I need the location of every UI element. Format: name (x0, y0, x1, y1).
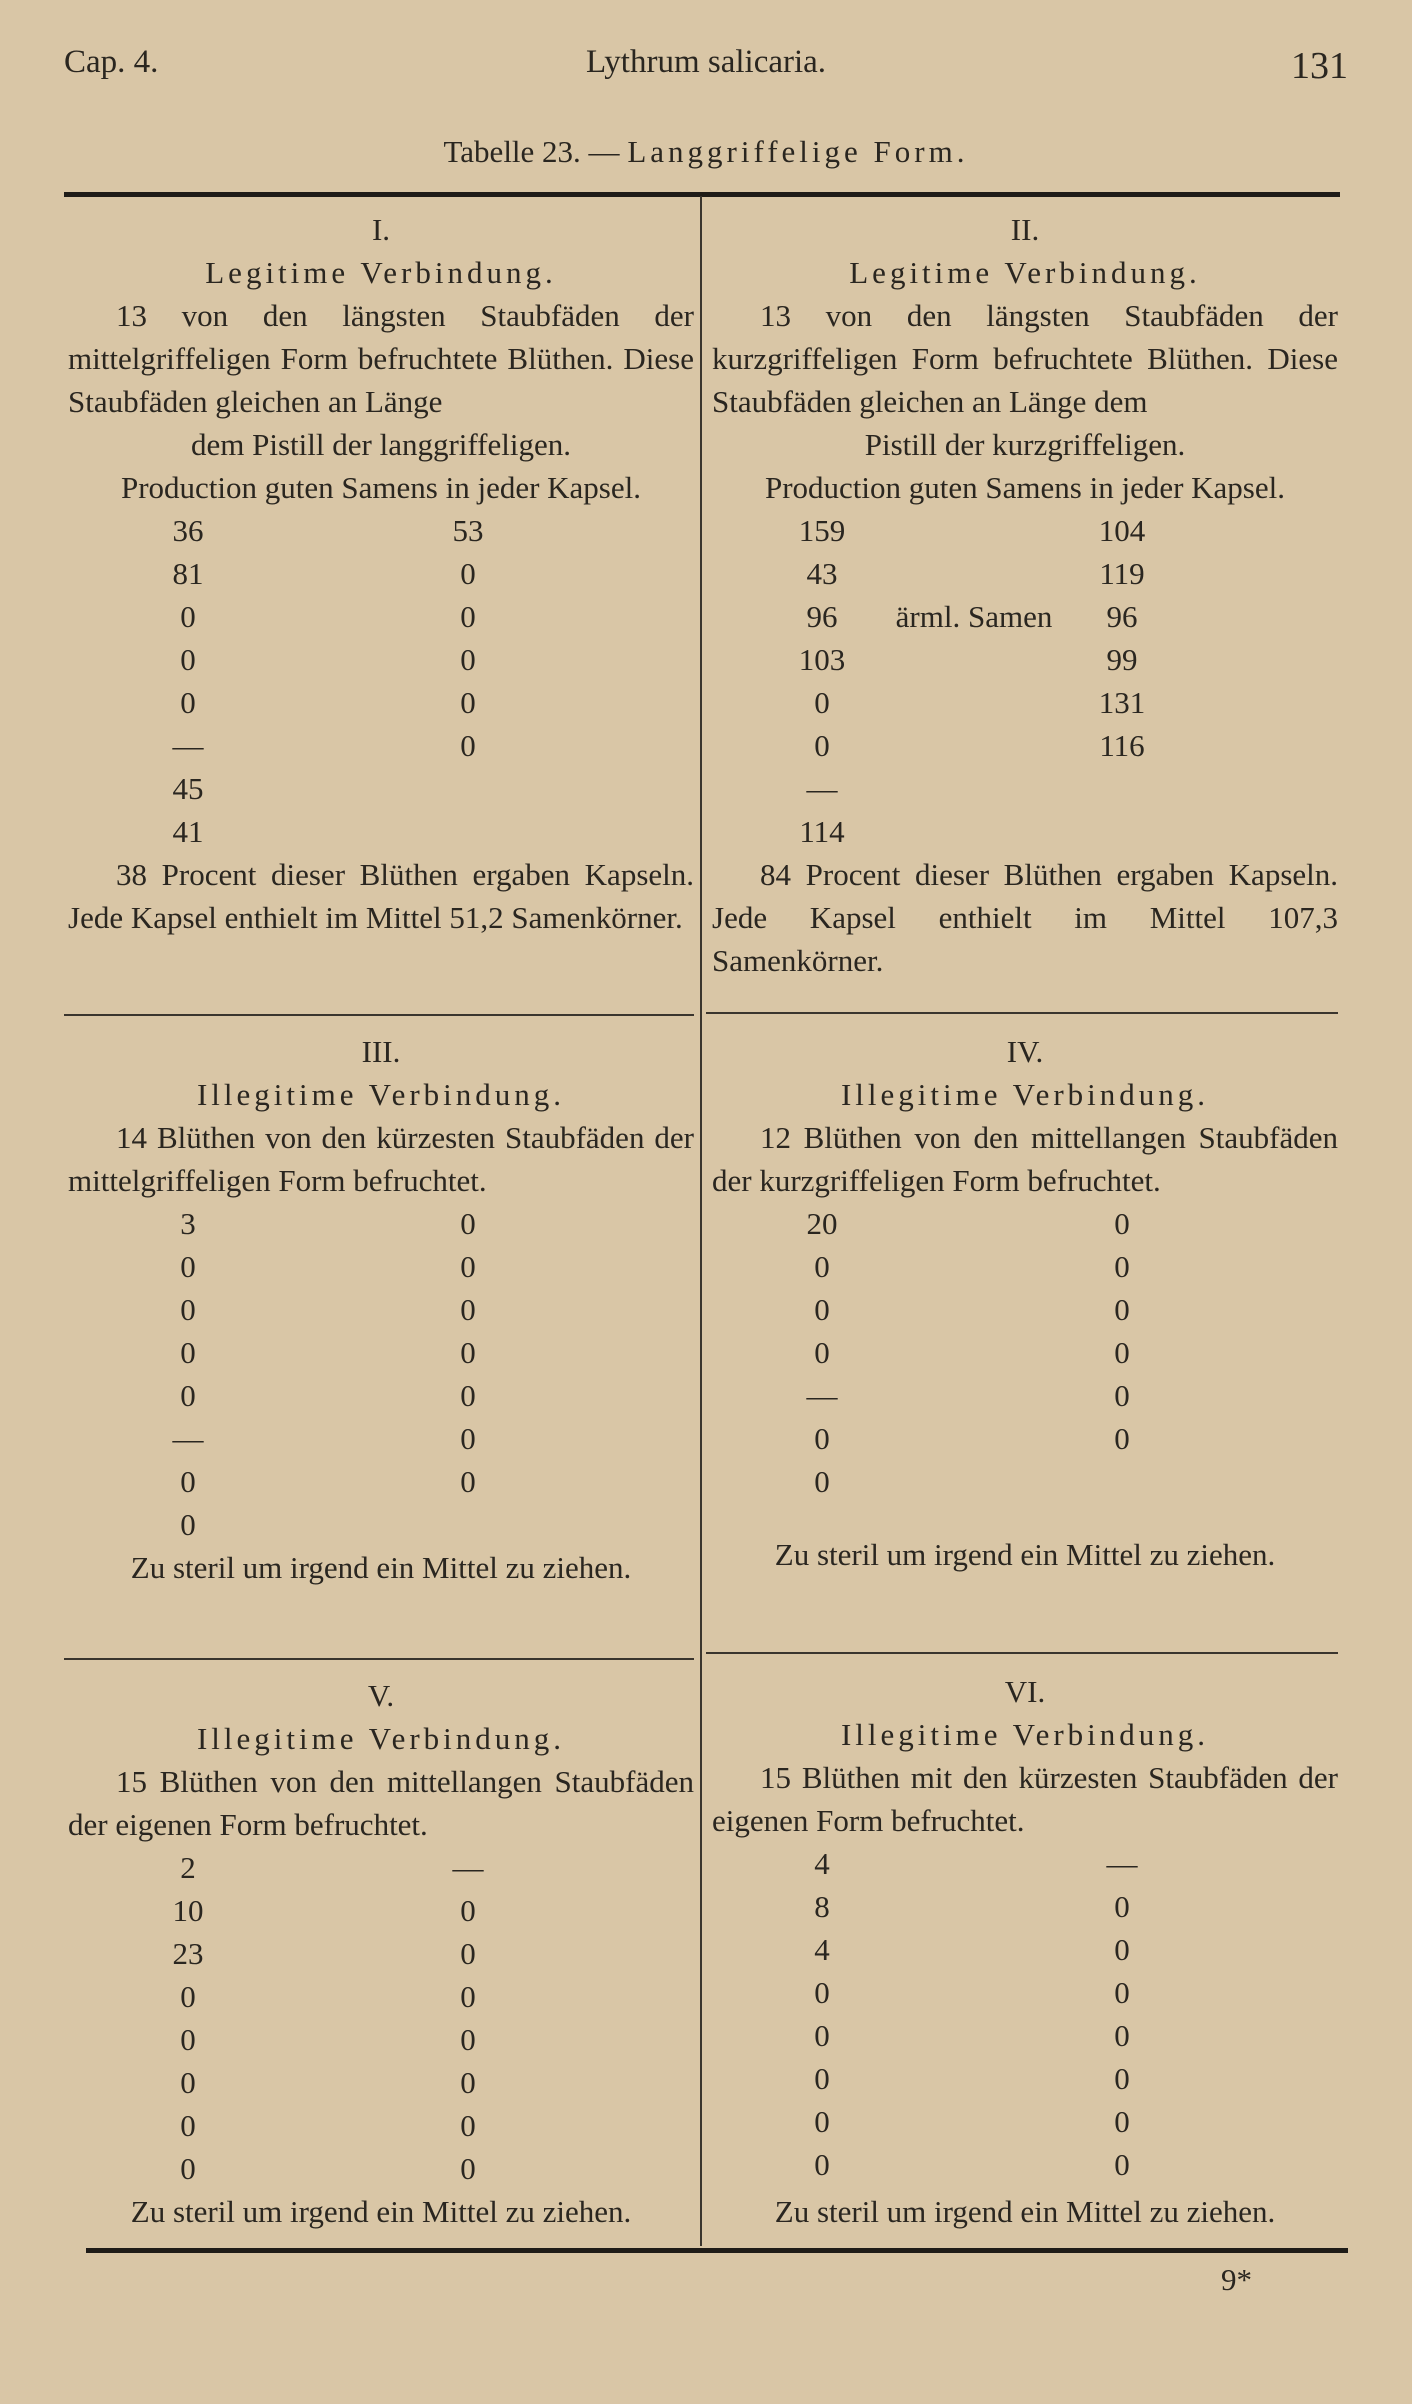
value-col2: 0 (460, 728, 476, 763)
value-col1: 45 (172, 771, 204, 806)
table-row (68, 810, 694, 853)
table-row (68, 595, 694, 638)
section-intro: 15 Blüthen mit den kürzesten Staubfäden der eigenen Form befruchtet. (712, 1760, 1338, 1838)
section-3 (68, 1030, 694, 1589)
value-col1: 0 (180, 1464, 196, 1499)
value-col1: — (172, 1421, 204, 1456)
value-col1: 0 (180, 2151, 196, 2186)
table-row (68, 2147, 694, 2190)
value-col1: 0 (814, 685, 830, 720)
value-col1: 0 (180, 1378, 196, 1413)
section-note: Production guten Samens in jeder Kapsel. (120, 470, 641, 505)
value-col2: 0 (460, 556, 476, 591)
value-col1: 0 (180, 2108, 196, 2143)
table-row (68, 1503, 694, 1546)
row-divider-left-1 (64, 1014, 694, 1016)
table-row (68, 724, 694, 767)
row-divider-right-1 (706, 1012, 1338, 1014)
table-row (68, 2061, 694, 2104)
value-col1: 0 (180, 2065, 196, 2100)
table-row (68, 509, 694, 552)
value-col1: 20 (806, 1206, 838, 1241)
section-numeral: IV. (1006, 1034, 1044, 1069)
table-row (712, 595, 1338, 638)
value-col1: 0 (180, 1292, 196, 1327)
value-col1: 10 (172, 1893, 204, 1928)
value-col1: 43 (806, 556, 838, 591)
value-col1: 0 (814, 1292, 830, 1327)
chapter-label: Cap. 4. (64, 44, 159, 80)
value-col2: — (1106, 1846, 1138, 1881)
table-row (68, 2018, 694, 2061)
table-row (712, 2100, 1338, 2143)
value-col2: 0 (1114, 1292, 1130, 1327)
section-summary: 84 Procent dieser Blüthen ergaben Kapseln. Jede Kapsel enthielt im Mittel 107,3 Samenkörner. (712, 857, 1338, 978)
section-1 (68, 208, 694, 939)
bottom-rule (86, 2248, 1348, 2253)
value-col1: 0 (814, 728, 830, 763)
table-row (712, 552, 1338, 595)
section-summary: Zu steril um irgend ein Mittel zu ziehen. (130, 2194, 632, 2229)
table-row (68, 1846, 694, 1889)
section-intro: 14 Blüthen von den kürzesten Staubfäden der mittelgriffeligen Form befruchtet. (68, 1120, 694, 1198)
value-col1: 81 (172, 556, 204, 591)
data-rows (712, 509, 1338, 853)
section-heading: Illegitime Verbindung. (840, 1077, 1210, 1112)
table-row (712, 1331, 1338, 1374)
value-col1: 3 (180, 1206, 196, 1241)
table-row (712, 1460, 1338, 1503)
table-row (68, 1889, 694, 1932)
value-col2: 0 (1114, 1975, 1130, 2010)
row-divider-left-2 (64, 1658, 694, 1660)
value-col2: 0 (1114, 1378, 1130, 1413)
row-divider-right-2 (706, 1652, 1338, 1654)
section-summary: Zu steril um irgend ein Mittel zu ziehen. (774, 1537, 1276, 1572)
value-col1: 0 (814, 1249, 830, 1284)
value-col2: 0 (460, 642, 476, 677)
value-col2: 116 (1099, 728, 1145, 763)
value-col1: 114 (799, 814, 845, 849)
signature-mark: 9* (1221, 2262, 1252, 2297)
value-col1: 0 (814, 1975, 830, 2010)
table-title (0, 134, 1412, 170)
value-col1: 0 (180, 599, 196, 634)
table-row (68, 1331, 694, 1374)
value-annotation: ärml. Samen (895, 599, 1053, 634)
value-col2: 0 (460, 2065, 476, 2100)
table-row (68, 552, 694, 595)
value-col1: 36 (172, 513, 204, 548)
column-divider (700, 196, 702, 2246)
section-intro: 13 von den längsten Staubfäden der kurzgriffeligen Form befruchtete Blüthen. Diese Staubfäden gleichen an Länge dem (712, 298, 1338, 419)
section-6 (712, 1670, 1338, 2233)
value-col2: 96 (1106, 599, 1138, 634)
section-summary: Zu steril um irgend ein Mittel zu ziehen. (130, 1550, 632, 1585)
table-row (68, 1374, 694, 1417)
table-row (68, 767, 694, 810)
value-col1: 23 (172, 1936, 204, 1971)
value-col2: 0 (460, 1979, 476, 2014)
section-numeral: II. (1010, 212, 1040, 247)
value-col1: 0 (180, 1335, 196, 1370)
section-intro: 13 von den längsten Staubfäden der mittelgriffeligen Form befruchtete Blüthen. Diese Staubfäden gleichen an Länge (68, 298, 694, 419)
table-row (712, 724, 1338, 767)
data-rows (68, 1846, 694, 2190)
data-rows (68, 509, 694, 853)
value-col2: 0 (1114, 2147, 1130, 2182)
running-title: Lythrum salicaria. (585, 44, 827, 80)
section-2 (712, 208, 1338, 982)
section-numeral: I. (371, 212, 391, 247)
value-col2: 0 (460, 1249, 476, 1284)
table-row (712, 681, 1338, 724)
value-col2: 0 (1114, 2018, 1130, 2053)
section-intro: 15 Blüthen von den mittellangen Staubfäden der eigenen Form befruchtet. (68, 1764, 694, 1842)
data-rows (712, 1842, 1338, 2186)
value-col2: 0 (460, 1335, 476, 1370)
value-col1: 103 (798, 642, 846, 677)
table-row (712, 1202, 1338, 1245)
value-col1: 0 (814, 2147, 830, 2182)
value-col2: 0 (460, 2108, 476, 2143)
section-5 (68, 1674, 694, 2233)
value-col2: 53 (452, 513, 484, 548)
table-row (712, 1928, 1338, 1971)
value-col2: 0 (1114, 1249, 1130, 1284)
value-col1: 0 (180, 1979, 196, 2014)
table-row (68, 1202, 694, 1245)
value-col1: 159 (798, 513, 846, 548)
value-col1: — (806, 771, 838, 806)
table-row (68, 1932, 694, 1975)
table-row (712, 1885, 1338, 1928)
table-row (712, 2143, 1338, 2186)
section-intro: 12 Blüthen von den mittellangen Staubfäden der kurzgriffeligen Form befruchtet. (712, 1120, 1338, 1198)
table-row (712, 810, 1338, 853)
top-rule (64, 192, 1340, 197)
value-col1: 0 (814, 2104, 830, 2139)
value-col2: 0 (460, 2022, 476, 2057)
table-row (712, 1971, 1338, 2014)
table-row (68, 638, 694, 681)
page-number: 131 (1291, 45, 1348, 87)
table-row (712, 1417, 1338, 1460)
section-summary: 38 Procent dieser Blüthen ergaben Kapseln. Jede Kapsel enthielt im Mittel 51,2 Samenkörner. (68, 857, 694, 935)
section-summary: Zu steril um irgend ein Mittel zu ziehen. (774, 2194, 1276, 2229)
table-row (68, 1288, 694, 1331)
value-col2: 0 (1114, 1206, 1130, 1241)
table-row (712, 2014, 1338, 2057)
value-col2: 0 (460, 1292, 476, 1327)
section-heading: Illegitime Verbindung. (840, 1717, 1210, 1752)
section-4 (712, 1030, 1338, 1576)
value-col2: 0 (460, 1378, 476, 1413)
value-col1: 0 (180, 2022, 196, 2057)
value-col1: 0 (180, 1507, 196, 1542)
value-col2: 119 (1099, 556, 1145, 591)
section-numeral: VI. (1004, 1674, 1046, 1709)
data-rows (712, 1202, 1338, 1503)
table-title-form: Langgriffelige Form. (627, 134, 969, 169)
table-row (712, 1842, 1338, 1885)
value-col1: 0 (814, 2018, 830, 2053)
value-col1: 96 (806, 599, 838, 634)
value-col1: 0 (814, 1421, 830, 1456)
data-rows (68, 1202, 694, 1546)
value-col2: 131 (1098, 685, 1146, 720)
value-col1: 2 (180, 1850, 196, 1885)
value-col1: 0 (814, 1335, 830, 1370)
value-col1: 0 (814, 2061, 830, 2096)
section-heading: Legitime Verbindung. (849, 255, 1201, 290)
value-col2: 0 (1114, 1889, 1130, 1924)
value-col2: 0 (460, 1893, 476, 1928)
value-col1: 8 (814, 1889, 830, 1924)
table-row (68, 1460, 694, 1503)
table-row (68, 2104, 694, 2147)
value-col2: 0 (460, 1936, 476, 1971)
table-row (712, 1288, 1338, 1331)
table-row (68, 681, 694, 724)
value-col1: 0 (180, 642, 196, 677)
section-heading: Legitime Verbindung. (205, 255, 557, 290)
section-heading: Illegitime Verbindung. (196, 1721, 566, 1756)
value-col2: 99 (1106, 642, 1138, 677)
table-row (712, 2057, 1338, 2100)
value-col2: 0 (460, 1421, 476, 1456)
value-col1: 0 (180, 1249, 196, 1284)
table-row (712, 638, 1338, 681)
table-row (712, 1374, 1338, 1417)
section-numeral: V. (367, 1678, 395, 1713)
section-note: Production guten Samens in jeder Kapsel. (764, 470, 1285, 505)
value-col2: 0 (460, 1464, 476, 1499)
value-col2: 0 (1114, 2061, 1130, 2096)
value-col2: 0 (1114, 1421, 1130, 1456)
value-col1: — (806, 1378, 838, 1413)
value-col2: 0 (1114, 1932, 1130, 1967)
value-col2: 0 (460, 2151, 476, 2186)
table-row (712, 509, 1338, 552)
table-row (68, 1417, 694, 1460)
value-col1: 0 (180, 685, 196, 720)
section-numeral: III. (361, 1034, 401, 1069)
value-col1: — (172, 728, 204, 763)
value-col1: 4 (814, 1932, 830, 1967)
section-heading: Illegitime Verbindung. (196, 1077, 566, 1112)
value-col1: 0 (814, 1464, 830, 1499)
value-col1: 4 (814, 1846, 830, 1881)
value-col2: 0 (460, 1206, 476, 1241)
table-title-prefix: Tabelle 23. — (443, 134, 628, 169)
table-row (712, 1245, 1338, 1288)
table-row (68, 1975, 694, 2018)
value-col2: 0 (1114, 2104, 1130, 2139)
table-row (68, 1245, 694, 1288)
value-col2: 0 (460, 599, 476, 634)
section-intro-end: dem Pistill der langgriffeligen. (191, 427, 571, 462)
running-head (64, 44, 1348, 94)
table-row (712, 767, 1338, 810)
section-intro-end: Pistill der kurzgriffeligen. (864, 427, 1186, 462)
value-col2: 104 (1098, 513, 1146, 548)
value-col2: 0 (460, 685, 476, 720)
value-col2: 0 (1114, 1335, 1130, 1370)
value-col2: — (452, 1850, 484, 1885)
value-col1: 41 (172, 814, 204, 849)
